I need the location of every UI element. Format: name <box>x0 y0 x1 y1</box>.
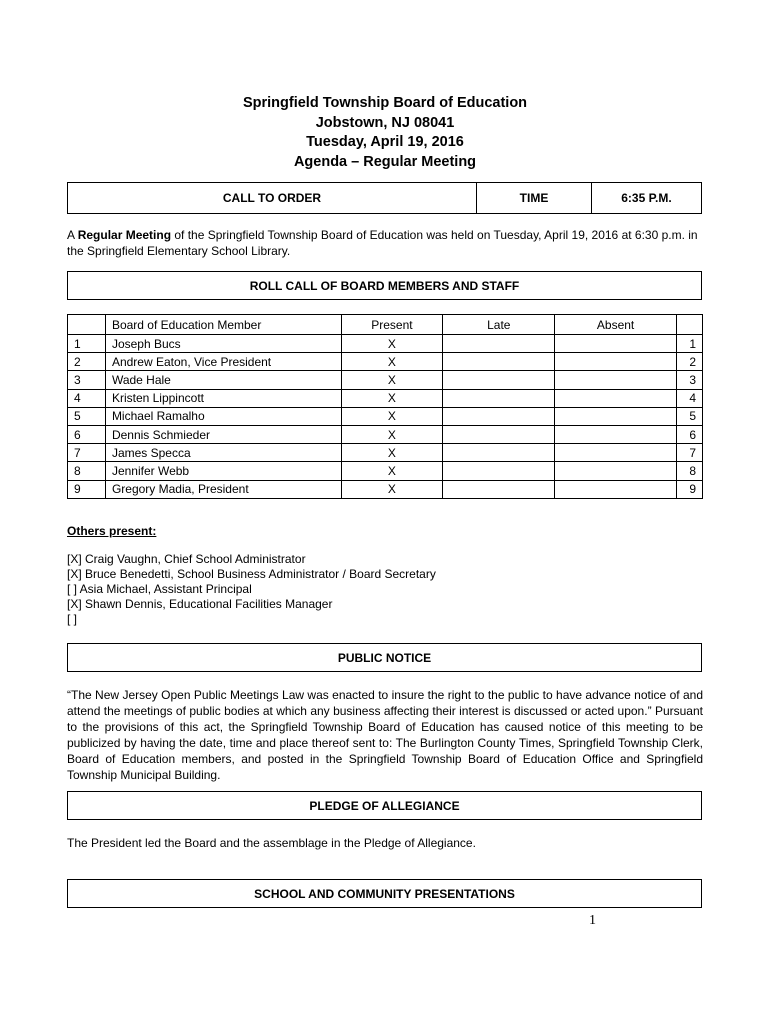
roll-call-table <box>67 314 703 499</box>
time-value: 6:35 P.M. <box>621 191 672 205</box>
intro-paragraph <box>67 227 703 259</box>
member-name: Dennis Schmieder <box>105 425 341 443</box>
late-mark <box>443 425 555 443</box>
others-item: [ ] <box>67 612 78 626</box>
row-number: 1 <box>68 335 106 353</box>
member-name: Jennifer Webb <box>105 462 341 480</box>
table-row <box>68 425 703 443</box>
table-row <box>68 462 703 480</box>
member-name: Gregory Madia, President <box>105 480 341 498</box>
member-name: Wade Hale <box>105 371 341 389</box>
table-row <box>68 407 703 425</box>
table-row <box>68 371 703 389</box>
absent-mark <box>555 407 677 425</box>
title-line-date: Tuesday, April 19, 2016 <box>306 134 464 150</box>
present-mark: X <box>341 353 443 371</box>
title-line-agenda: Agenda – Regular Meeting <box>293 153 477 170</box>
call-to-order-box <box>67 182 702 214</box>
row-number: 3 <box>68 371 106 389</box>
absent-mark <box>555 353 677 371</box>
present-mark: X <box>341 371 443 389</box>
member-name: Kristen Lippincott <box>105 389 341 407</box>
absent-mark <box>555 371 677 389</box>
row-index: 6 <box>676 425 702 443</box>
late-mark <box>443 335 555 353</box>
intro-bold: Regular Meeting <box>77 228 172 242</box>
row-number: 7 <box>68 444 106 462</box>
header-idx-cell <box>676 315 702 335</box>
member-name: James Specca <box>105 444 341 462</box>
row-number: 4 <box>68 389 106 407</box>
title-line-board: Springfield Township Board of Education <box>242 95 528 111</box>
present-mark: X <box>341 480 443 498</box>
roll-call-heading: ROLL CALL OF BOARD MEMBERS AND STAFF <box>67 271 702 300</box>
row-number: 6 <box>68 425 106 443</box>
absent-mark <box>555 462 677 480</box>
table-row <box>68 444 703 462</box>
absent-mark <box>555 335 677 353</box>
others-present-title: Others present: <box>67 524 157 538</box>
others-item: [X] Shawn Dennis, Educational Facilities Manager <box>67 597 333 611</box>
member-name: Joseph Bucs <box>105 335 341 353</box>
row-index: 3 <box>676 371 702 389</box>
call-to-order-label: CALL TO ORDER <box>68 183 477 213</box>
row-number: 9 <box>68 480 106 498</box>
absent-mark <box>555 480 677 498</box>
late-mark <box>443 389 555 407</box>
title-line-location: Jobstown, NJ 08041 <box>315 114 455 131</box>
header-absent: Absent <box>555 315 677 335</box>
late-mark <box>443 371 555 389</box>
intro-rest: of the Springfield Township Board of Education was held on Tuesday, April 19, 2016 at 6:30 p.m. in the Springfield Elementary School Library. <box>67 228 698 258</box>
table-header-row <box>68 315 703 335</box>
late-mark <box>443 480 555 498</box>
header-present: Present <box>341 315 443 335</box>
row-number: 2 <box>68 353 106 371</box>
row-index: 1 <box>676 335 702 353</box>
presentations-heading: SCHOOL AND COMMUNITY PRESENTATIONS <box>67 879 702 908</box>
public-notice-heading: PUBLIC NOTICE <box>67 643 702 672</box>
member-name: Michael Ramalho <box>105 407 341 425</box>
present-mark: X <box>341 335 443 353</box>
late-mark <box>443 407 555 425</box>
header-member: Board of Education Member <box>105 315 341 335</box>
row-index: 2 <box>676 353 702 371</box>
present-mark: X <box>341 407 443 425</box>
time-label: TIME <box>477 183 592 213</box>
header-num-cell <box>68 315 106 335</box>
pledge-text: The President led the Board and the assemblage in the Pledge of Allegiance. <box>67 836 476 850</box>
member-name: Andrew Eaton, Vice President <box>105 353 341 371</box>
document-title <box>0 94 770 172</box>
late-mark <box>443 353 555 371</box>
others-item: [X] Craig Vaughn, Chief School Administrator <box>67 552 306 566</box>
present-mark: X <box>341 444 443 462</box>
others-item: [X] Bruce Benedetti, School Business Administrator / Board Secretary <box>67 567 436 581</box>
absent-mark <box>555 425 677 443</box>
public-notice-text: “The New Jersey Open Public Meetings Law was enacted to insure the right to the public to have advance notice of and attend the meetings of public bodies at which any business affecting their interest is discussed or acted upon.” Pursuant to the provisions of this act, the Springfield Township Board of Education has caused notice of this meeting to be publicized by having the date, time and place thereof sent to: The Burlington County Times, Springfield Township Clerk, Board of Education members, and posted in the Springfield Township Board of Education Office and Springfield Township Municipal Building. <box>67 688 703 782</box>
late-mark <box>443 462 555 480</box>
row-index: 8 <box>676 462 702 480</box>
absent-mark <box>555 389 677 407</box>
row-index: 7 <box>676 444 702 462</box>
page-number: 1 <box>589 913 596 928</box>
row-index: 4 <box>676 389 702 407</box>
present-mark: X <box>341 425 443 443</box>
others-present-list <box>67 552 436 627</box>
others-item: [ ] Asia Michael, Assistant Principal <box>67 582 252 596</box>
present-mark: X <box>341 389 443 407</box>
row-index: 9 <box>676 480 702 498</box>
header-late: Late <box>443 315 555 335</box>
late-mark <box>443 444 555 462</box>
pledge-heading: PLEDGE OF ALLEGIANCE <box>67 791 702 820</box>
absent-mark <box>555 444 677 462</box>
intro-prefix: A <box>67 228 78 242</box>
row-number: 8 <box>68 462 106 480</box>
present-mark: X <box>341 462 443 480</box>
table-row <box>68 335 703 353</box>
row-index: 5 <box>676 407 702 425</box>
table-row <box>68 353 703 371</box>
table-row <box>68 480 703 498</box>
table-row <box>68 389 703 407</box>
row-number: 5 <box>68 407 106 425</box>
